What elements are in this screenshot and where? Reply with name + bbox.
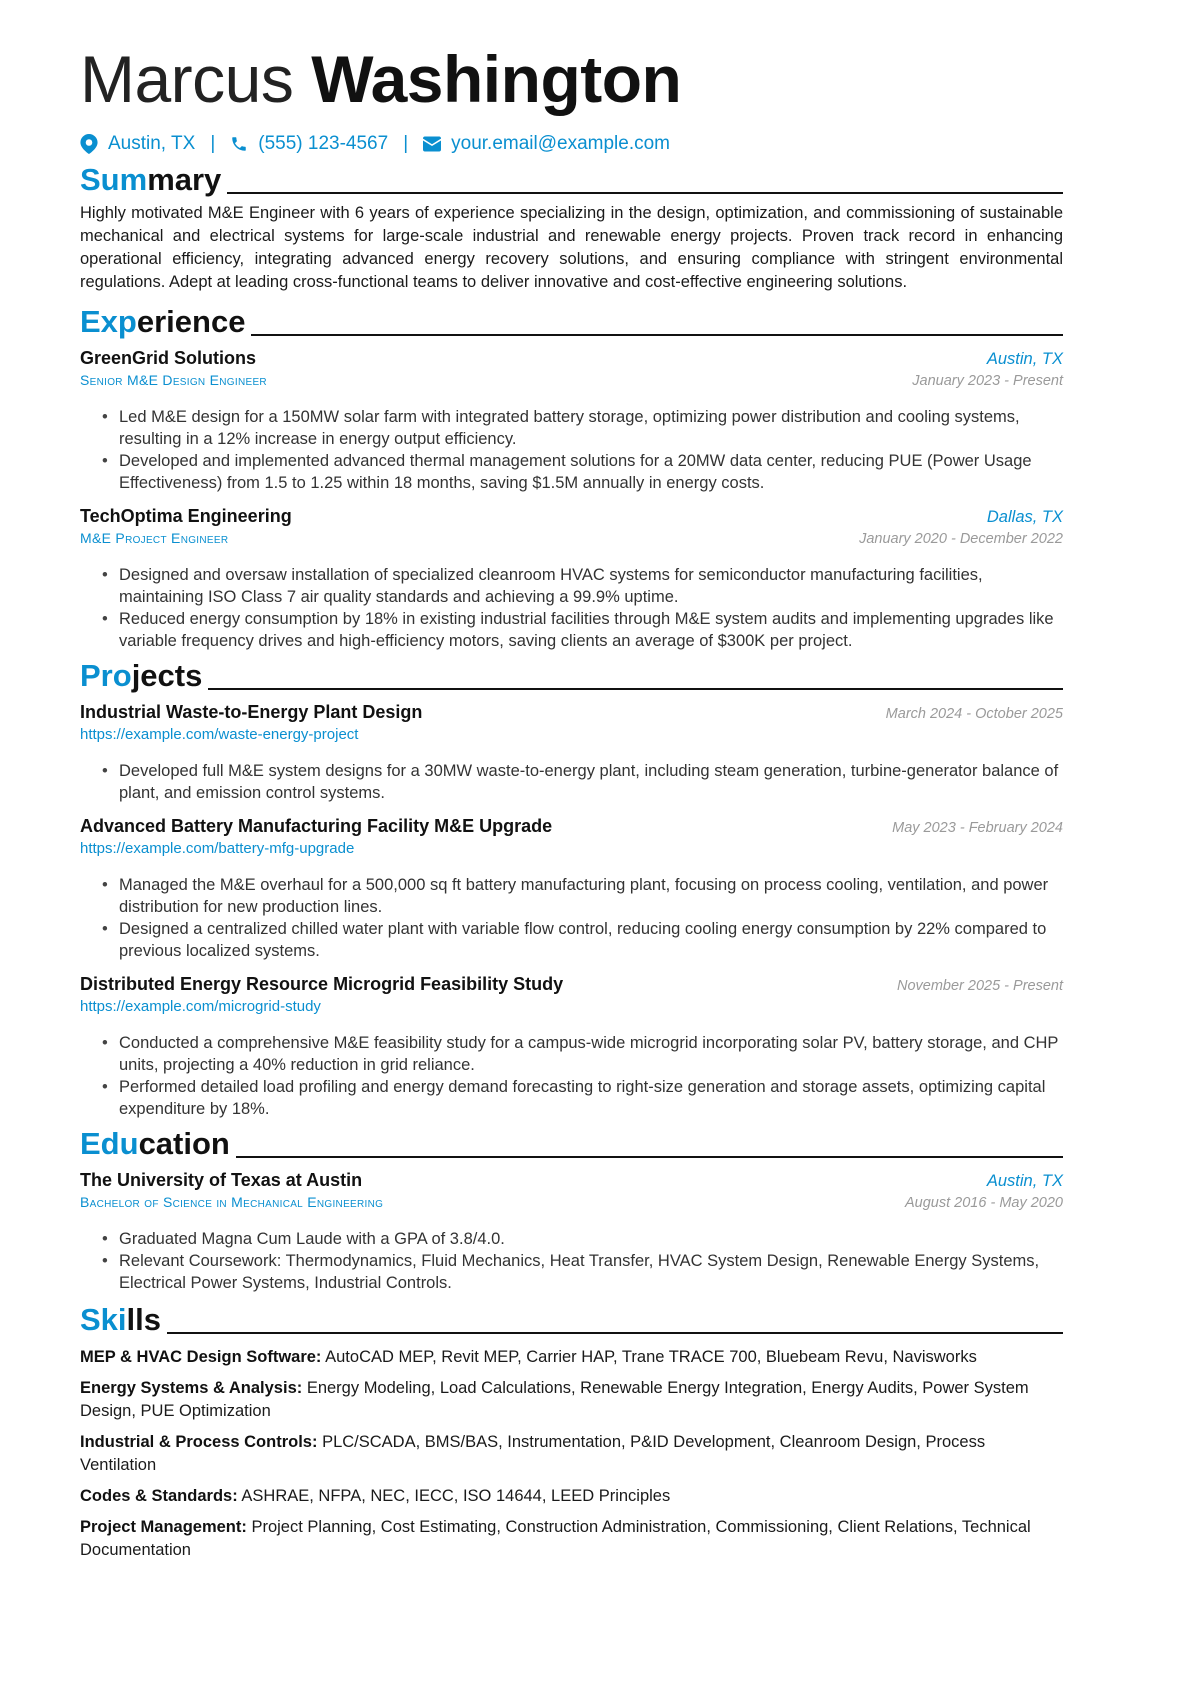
experience-section xyxy=(80,300,1063,652)
contact-row xyxy=(80,130,1063,158)
map-pin-icon xyxy=(80,134,98,154)
bullet-item: • Designed a centralized chilled water plant with variable flow control, reducing cooling energy consumption by 22% compared to previous localized systems. xyxy=(102,918,1063,962)
phone-text: (555) 123-4567 xyxy=(258,133,389,154)
section-rule xyxy=(251,334,1063,336)
project-entry xyxy=(80,974,1063,1120)
contact-email[interactable] xyxy=(423,133,670,155)
location-text: Austin, TX xyxy=(108,133,196,154)
company-name: GreenGrid Solutions xyxy=(80,348,257,368)
project-dates: November 2025 - Present xyxy=(896,978,1063,994)
experience-entry xyxy=(80,348,1063,494)
phone-icon xyxy=(230,134,248,154)
skill-values: Project Planning, Cost Estimating, Construction Administration, Commissioning, Client Relations, Technical Documentation xyxy=(80,1518,1031,1559)
education-dates: August 2016 - May 2020 xyxy=(905,1195,1063,1211)
contact-location xyxy=(80,133,195,155)
candidate-name xyxy=(80,0,1063,120)
project-entry xyxy=(80,702,1063,804)
skill-category: Energy Systems & Analysis: xyxy=(80,1379,303,1397)
skill-row xyxy=(80,1431,1063,1477)
project-entry xyxy=(80,816,1063,962)
bullet-list xyxy=(80,874,1063,962)
section-rule xyxy=(208,688,1063,690)
first-name: Marcus xyxy=(80,42,294,116)
job-dates: January 2020 - December 2022 xyxy=(859,531,1063,547)
education-title: Education xyxy=(80,1126,230,1161)
company-name: TechOptima Engineering xyxy=(80,506,292,526)
project-dates: March 2024 - October 2025 xyxy=(885,706,1063,722)
education-section xyxy=(80,1122,1063,1294)
skill-values: ASHRAE, NFPA, NEC, IECC, ISO 14644, LEED Principles xyxy=(241,1487,671,1505)
skill-row xyxy=(80,1377,1063,1423)
contact-phone[interactable] xyxy=(230,133,388,155)
bullet-list xyxy=(80,406,1063,494)
bullet-item: • Relevant Coursework: Thermodynamics, Fluid Mechanics, Heat Transfer, HVAC System Design, Renewable Energy Systems, Electrical Power Systems, Industrial Controls. xyxy=(102,1250,1063,1294)
bullet-list xyxy=(80,1032,1063,1120)
job-location: Dallas, TX xyxy=(986,508,1063,526)
project-link[interactable]: https://example.com/microgrid-study xyxy=(80,998,321,1015)
bullet-item: • Performed detailed load profiling and energy demand forecasting to right-size generation and storage assets, optimizing capital expenditure by 18%. xyxy=(102,1076,1063,1120)
email-text: your.email@example.com xyxy=(451,133,670,154)
experience-entry xyxy=(80,506,1063,652)
section-heading xyxy=(80,300,1063,340)
last-name: Washington xyxy=(311,42,682,116)
bullet-item: • Managed the M&E overhaul for a 500,000 sq ft battery manufacturing plant, focusing on process cooling, ventilation, and power distribution for new production lines. xyxy=(102,874,1063,918)
section-heading xyxy=(80,1298,1063,1338)
education-entry xyxy=(80,1170,1063,1294)
projects-title: Projects xyxy=(80,658,203,693)
skills-title: Skills xyxy=(80,1302,161,1337)
job-title: M&E Project Engineer xyxy=(80,530,229,546)
project-link[interactable]: https://example.com/waste-energy-project xyxy=(80,726,359,743)
skill-row xyxy=(80,1346,1063,1369)
skill-values: PLC/SCADA, BMS/BAS, Instrumentation, P&ID Development, Cleanroom Design, Process Ventilation xyxy=(80,1433,986,1474)
skill-values: Energy Modeling, Load Calculations, Renewable Energy Integration, Energy Audits, Power System Design, PUE Optimization xyxy=(80,1379,1029,1420)
bullet-item: • Conducted a comprehensive M&E feasibility study for a campus-wide microgrid incorporating solar PV, battery storage, and CHP units, projecting a 40% reduction in grid reliance. xyxy=(102,1032,1063,1076)
skill-category: Codes & Standards: xyxy=(80,1487,238,1505)
bullet-item: • Reduced energy consumption by 18% in existing industrial facilities through M&E system audits and implementing upgrades like variable frequency drives and high-efficiency motors, saving clients an average of $300K per project. xyxy=(102,608,1063,652)
skill-row xyxy=(80,1516,1063,1562)
bullet-item: • Designed and oversaw installation of specialized cleanroom HVAC systems for semiconductor manufacturing facilities, maintaining ISO Class 7 air quality standards and achieving a 99.9% uptime. xyxy=(102,564,1063,608)
project-name: Advanced Battery Manufacturing Facility M&E Upgrade xyxy=(80,816,553,836)
skill-category: Project Management: xyxy=(80,1518,247,1536)
skill-row xyxy=(80,1485,1063,1508)
section-rule xyxy=(236,1156,1063,1158)
bullet-list xyxy=(80,1228,1063,1294)
bullet-item: • Graduated Magna Cum Laude with a GPA of 3.8/4.0. xyxy=(102,1228,1063,1250)
job-dates: January 2023 - Present xyxy=(912,373,1063,389)
skill-category: Industrial & Process Controls: xyxy=(80,1433,318,1451)
skill-values: AutoCAD MEP, Revit MEP, Carrier HAP, Trane TRACE 700, Bluebeam Revu, Navisworks xyxy=(325,1348,977,1366)
bullet-item: • Led M&E design for a 150MW solar farm with integrated battery storage, optimizing power distribution and cooling systems, resulting in a 12% increase in energy output efficiency. xyxy=(102,406,1063,450)
bullet-item: • Developed and implemented advanced thermal management solutions for a 20MW data center, reducing PUE (Power Usage Effectiveness) from 1.5 to 1.25 within 18 months, saving $1.5M annually in energy costs. xyxy=(102,450,1063,494)
section-rule xyxy=(167,1332,1063,1334)
bullet-list xyxy=(80,564,1063,652)
project-name: Industrial Waste-to-Energy Plant Design xyxy=(80,702,423,722)
school-location: Austin, TX xyxy=(986,1172,1063,1190)
summary-text: Highly motivated M&E Engineer with 6 years of experience specializing in the design, optimization, and commissioning of sustainable mechanical and electrical systems for large-scale industrial and renewable energy projects. Proven track record in enhancing operational efficiency, integrating advanced energy recovery solutions, and ensuring compliance with stringent environmental regulations. Adept at leading cross-functional teams to deliver innovative and cost-effective engineering solutions. xyxy=(80,204,1063,291)
summary-title: Summary xyxy=(80,162,222,197)
bullet-list xyxy=(80,760,1063,804)
school-name: The University of Texas at Austin xyxy=(80,1170,363,1190)
job-location: Austin, TX xyxy=(986,350,1063,368)
experience-title: Experience xyxy=(80,304,246,339)
project-dates: May 2023 - February 2024 xyxy=(892,820,1063,836)
section-rule xyxy=(227,192,1063,194)
envelope-icon xyxy=(423,134,441,154)
skill-category: MEP & HVAC Design Software: xyxy=(80,1348,322,1366)
section-heading xyxy=(80,654,1063,694)
project-link[interactable]: https://example.com/battery-mfg-upgrade xyxy=(80,840,355,857)
job-title: Senior M&E Design Engineer xyxy=(80,372,267,388)
summary-section xyxy=(80,158,1063,294)
project-name: Distributed Energy Resource Microgrid Feasibility Study xyxy=(80,974,564,994)
contact-separator: | xyxy=(210,133,216,154)
bullet-item: • Developed full M&E system designs for a 30MW waste-to-energy plant, including steam generation, turbine-generator balance of plant, and emission control systems. xyxy=(102,760,1063,804)
skills-section xyxy=(80,1298,1063,1562)
degree-title: Bachelor of Science in Mechanical Engineering xyxy=(80,1194,384,1210)
projects-section xyxy=(80,654,1063,1120)
contact-separator: | xyxy=(403,133,409,154)
section-heading xyxy=(80,1122,1063,1162)
section-heading xyxy=(80,158,1063,198)
